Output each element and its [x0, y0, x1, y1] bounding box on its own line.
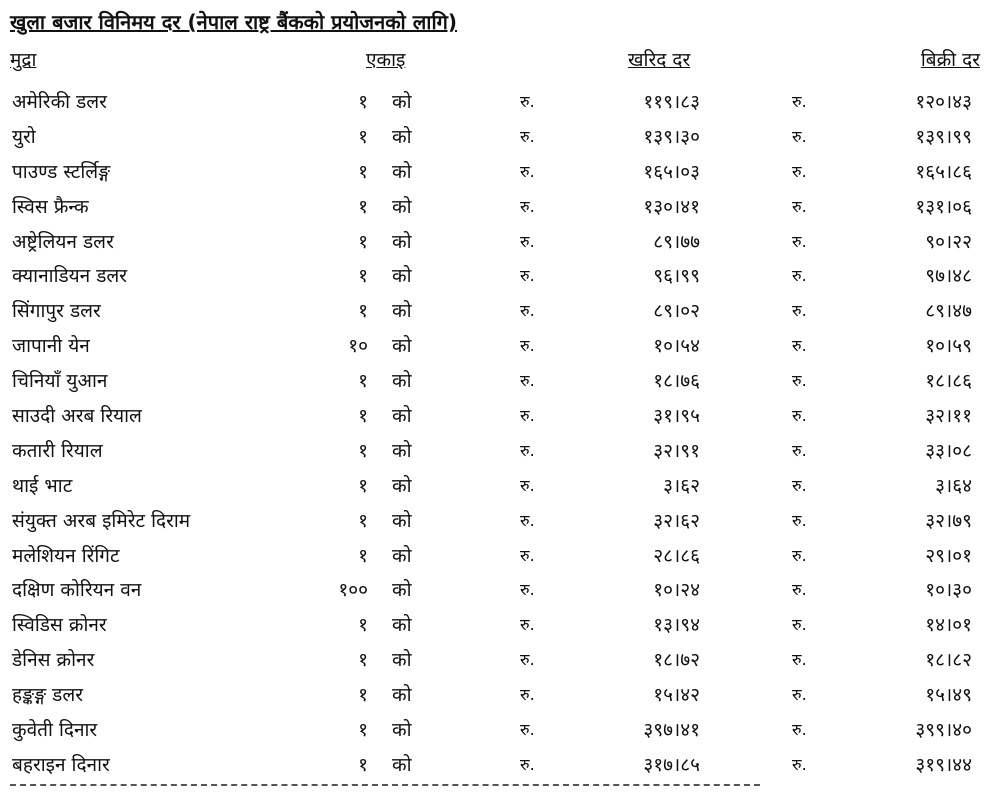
- rupee-symbol-buy: रु.: [520, 754, 535, 774]
- unit-suffix: को: [392, 125, 412, 148]
- footer-divider: [10, 784, 760, 786]
- currency-name: अष्ट्रेलियन डलर: [12, 230, 114, 253]
- unit-value: १: [358, 439, 368, 462]
- column-header-currency: मुद्रा: [10, 49, 37, 71]
- sell-rate: ३२।११: [925, 405, 972, 428]
- table-row: [0, 573, 1000, 608]
- column-header-buy-rate: खरिद दर: [628, 49, 691, 71]
- table-row: [0, 399, 1000, 434]
- sell-rate: २९।०१: [925, 544, 972, 567]
- rupee-symbol-sell: रु.: [792, 440, 807, 460]
- rupee-symbol-buy: रु.: [520, 545, 535, 565]
- unit-suffix: को: [392, 335, 412, 358]
- table-row: [0, 190, 1000, 225]
- unit-suffix: को: [392, 300, 412, 323]
- buy-rate: ३२।९१: [653, 439, 700, 462]
- unit-value: १: [358, 474, 368, 497]
- rupee-symbol-buy: रु.: [520, 161, 535, 181]
- rupee-symbol-buy: रु.: [520, 336, 535, 356]
- unit-value: १: [358, 230, 368, 253]
- rupee-symbol-sell: रु.: [792, 92, 807, 111]
- unit-value: १: [358, 684, 368, 707]
- unit-value: १: [358, 405, 368, 428]
- exchange-rate-table: [0, 85, 1000, 783]
- buy-rate: १५।४२: [653, 684, 700, 707]
- unit-value: १: [358, 265, 368, 288]
- table-row: [0, 329, 1000, 364]
- rupee-symbol-sell: रु.: [792, 475, 807, 495]
- currency-name: जापानी येन: [12, 335, 90, 358]
- unit-value: १: [358, 370, 368, 393]
- currency-name: संयुक्त अरब इमिरेट दिराम: [12, 509, 191, 532]
- table-row: [0, 748, 1000, 783]
- unit-suffix: को: [392, 579, 412, 602]
- sell-rate: १४।०१: [925, 614, 972, 637]
- table-row: [0, 364, 1000, 399]
- table-row: [0, 120, 1000, 155]
- rupee-symbol-buy: रु.: [520, 196, 535, 216]
- sell-rate: १२०।४३: [915, 91, 972, 113]
- unit-suffix: को: [392, 265, 412, 288]
- unit-suffix: को: [392, 439, 412, 462]
- unit-value: १: [358, 614, 368, 637]
- sell-rate: ९७।४८: [925, 265, 972, 288]
- buy-rate: ९६।९९: [653, 265, 700, 288]
- currency-name: स्विडिस क्रोनर: [12, 614, 107, 637]
- currency-name: कुवेती दिनार: [12, 719, 98, 742]
- buy-rate: १८।७२: [653, 649, 700, 672]
- currency-name: डेनिस क्रोनर: [12, 649, 95, 672]
- unit-value: १: [358, 195, 368, 218]
- buy-rate: ३।६२: [663, 474, 700, 497]
- sell-rate: ३१९।४४: [915, 753, 972, 776]
- rupee-symbol-sell: रु.: [792, 510, 807, 530]
- sell-rate: १०।५९: [925, 335, 972, 358]
- sell-rate: १३९।९९: [915, 125, 972, 148]
- currency-name: दक्षिण कोरियन वन: [12, 579, 142, 602]
- table-row: [0, 504, 1000, 539]
- unit-suffix: को: [392, 370, 412, 393]
- rupee-symbol-sell: रु.: [792, 266, 807, 286]
- currency-name: बहराइन दिनार: [12, 753, 110, 776]
- buy-rate: १८।७६: [653, 370, 700, 393]
- unit-suffix: को: [392, 195, 412, 218]
- page-title: खुला बजार विनिमय दर (नेपाल राष्ट्र बैंकको प्रयोजनको लागि): [10, 10, 458, 34]
- rupee-symbol-sell: रु.: [792, 231, 807, 251]
- currency-name: चिनियाँ युआन: [12, 370, 108, 393]
- currency-name: हङ्कङ्ग डलर: [12, 684, 84, 707]
- buy-rate: ३१७।८५: [643, 753, 700, 776]
- unit-value: १: [358, 125, 368, 148]
- rupee-symbol-sell: रु.: [792, 615, 807, 635]
- unit-suffix: को: [392, 614, 412, 637]
- currency-name: सिंगापुर डलर: [12, 300, 101, 323]
- rupee-symbol-sell: रु.: [792, 754, 807, 774]
- sell-rate: ३९९।४०: [915, 719, 972, 742]
- rupee-symbol-sell: रु.: [792, 126, 807, 146]
- unit-value: १००: [338, 579, 368, 602]
- unit-suffix: को: [392, 474, 412, 497]
- table-row: [0, 608, 1000, 643]
- unit-suffix: को: [392, 91, 412, 113]
- rupee-symbol-buy: रु.: [520, 371, 535, 391]
- sell-rate: ३२।७९: [925, 509, 972, 532]
- buy-rate: ३२।६२: [653, 509, 700, 532]
- currency-name: थाई भाट: [12, 474, 73, 497]
- unit-suffix: को: [392, 684, 412, 707]
- rupee-symbol-buy: रु.: [520, 406, 535, 426]
- buy-rate: १०।२४: [653, 579, 700, 602]
- unit-suffix: को: [392, 719, 412, 742]
- buy-rate: १६५।०३: [643, 160, 700, 183]
- unit-suffix: को: [392, 230, 412, 253]
- unit-value: १: [358, 544, 368, 567]
- buy-rate: १३९।३०: [643, 125, 700, 148]
- unit-value: १: [358, 753, 368, 776]
- rupee-symbol-sell: रु.: [792, 371, 807, 391]
- currency-name: क्यानाडियन डलर: [12, 265, 128, 288]
- table-row: [0, 643, 1000, 678]
- rupee-symbol-sell: रु.: [792, 650, 807, 670]
- rupee-symbol-sell: रु.: [792, 720, 807, 740]
- buy-rate: १३०।४१: [643, 195, 700, 218]
- table-row: [0, 155, 1000, 190]
- rupee-symbol-buy: रु.: [520, 720, 535, 740]
- unit-value: १: [358, 719, 368, 742]
- unit-value: १०: [348, 335, 368, 358]
- buy-rate: ३१।९५: [653, 405, 700, 428]
- rupee-symbol-buy: रु.: [520, 475, 535, 495]
- buy-rate: १०।५४: [653, 335, 700, 358]
- table-row: [0, 225, 1000, 260]
- currency-name: युरो: [12, 125, 36, 148]
- buy-rate: ३९७।४१: [643, 719, 700, 742]
- table-row: [0, 539, 1000, 574]
- currency-name: कतारी रियाल: [12, 439, 103, 462]
- table-row: [0, 713, 1000, 748]
- rupee-symbol-buy: रु.: [520, 510, 535, 530]
- currency-name: स्विस फ्रैन्क: [12, 195, 89, 218]
- rupee-symbol-buy: रु.: [520, 685, 535, 705]
- table-row: [0, 469, 1000, 504]
- rupee-symbol-buy: रु.: [520, 440, 535, 460]
- sell-rate: १८।८६: [925, 370, 972, 393]
- buy-rate: १३।९४: [653, 614, 700, 637]
- unit-suffix: को: [392, 753, 412, 776]
- buy-rate: ११९।८३: [643, 91, 700, 113]
- rupee-symbol-buy: रु.: [520, 266, 535, 286]
- rupee-symbol-buy: रु.: [520, 301, 535, 321]
- table-row: [0, 294, 1000, 329]
- unit-value: १: [358, 91, 368, 113]
- rupee-symbol-sell: रु.: [792, 545, 807, 565]
- table-row: [0, 85, 1000, 120]
- unit-value: १: [358, 300, 368, 323]
- column-header-sell-rate: बिक्री दर: [920, 49, 980, 71]
- rupee-symbol-sell: रु.: [792, 685, 807, 705]
- unit-suffix: को: [392, 544, 412, 567]
- sell-rate: ८९।४७: [925, 300, 972, 323]
- buy-rate: ८९।०२: [653, 300, 700, 323]
- sell-rate: १५।४९: [925, 684, 972, 707]
- table-row: [0, 259, 1000, 294]
- rupee-symbol-buy: रु.: [520, 92, 535, 111]
- rupee-symbol-sell: रु.: [792, 580, 807, 600]
- sell-rate: १०।३०: [925, 579, 972, 602]
- unit-value: १: [358, 160, 368, 183]
- sell-rate: ९०।२२: [925, 230, 972, 253]
- buy-rate: ८९।७७: [653, 230, 700, 253]
- sell-rate: १३१।०६: [915, 195, 972, 218]
- currency-name: साउदी अरब रियाल: [12, 405, 142, 428]
- unit-value: १: [358, 649, 368, 672]
- column-header-unit: एकाइ: [366, 49, 406, 71]
- sell-rate: ३।६४: [935, 474, 972, 497]
- unit-suffix: को: [392, 509, 412, 532]
- rupee-symbol-sell: रु.: [792, 336, 807, 356]
- buy-rate: २८।८६: [653, 544, 700, 567]
- sell-rate: ३३।०८: [925, 439, 972, 462]
- rupee-symbol-buy: रु.: [520, 615, 535, 635]
- unit-suffix: को: [392, 649, 412, 672]
- unit-suffix: को: [392, 160, 412, 183]
- sell-rate: १६५।८६: [915, 160, 972, 183]
- currency-name: मलेशियन रिंगिट: [12, 544, 120, 567]
- rupee-symbol-buy: रु.: [520, 580, 535, 600]
- sell-rate: १८।८२: [925, 649, 972, 672]
- unit-suffix: को: [392, 405, 412, 428]
- currency-name: पाउण्ड स्टर्लिङ्ग: [12, 160, 111, 183]
- unit-value: १: [358, 509, 368, 532]
- rupee-symbol-sell: रु.: [792, 196, 807, 216]
- rupee-symbol-buy: रु.: [520, 231, 535, 251]
- rupee-symbol-sell: रु.: [792, 301, 807, 321]
- table-row: [0, 434, 1000, 469]
- rupee-symbol-sell: रु.: [792, 161, 807, 181]
- rupee-symbol-buy: रु.: [520, 650, 535, 670]
- rupee-symbol-buy: रु.: [520, 126, 535, 146]
- rupee-symbol-sell: रु.: [792, 406, 807, 426]
- currency-name: अमेरिकी डलर: [12, 91, 107, 113]
- table-row: [0, 678, 1000, 713]
